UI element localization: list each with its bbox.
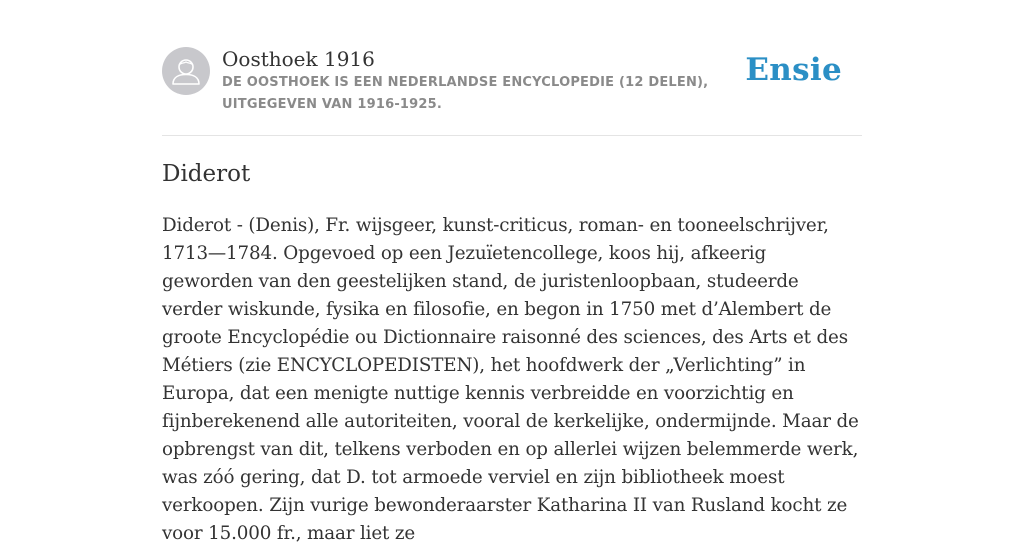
source-name[interactable]: Oosthoek 1916 <box>222 47 375 71</box>
source-avatar[interactable] <box>162 47 210 95</box>
source-description: DE OOSTHOEK IS EEN NEDERLANDSE ENCYCLOPEDIE (12 DELEN), UITGEGEVEN VAN 1916-1925. <box>222 75 709 112</box>
entry-title: Diderot <box>162 161 251 187</box>
entry-body: Diderot - (Denis), Fr. wijsgeer, kunst-criticus, roman- en tooneelschrijver, 1713—1784. Opgevoed op een Jezuïetencollege, koos hij, afkeerig geworden van den geestelijken stand, de juristenloopbaan, studeerde verder wiskunde, fysika en filosofie, en begon in 1750 met d’Alembert de groote Encyclopédie ou Dictionnaire raisonné des sciences, des Arts et des Métiers (zie ENCYCLOPEDISTEN), het hoofdwerk der „Verlichting” in Europa, dat een menigte nuttige kennis verbreidde en voorzichtig en fijnberekenend alle autoriteiten, vooral de kerkelijke, ondermijnde. Maar de opbrengst van dit, telkens verboden en op allerlei wijzen belemmerde werk, was zóó gering, dat D. tot armoede verviel en zijn bibliotheek moest verkoopen. Zijn vurige bewonderaarster Katharina II van Rusland kocht ze voor 15.000 fr., maar liet ze <box>162 215 859 544</box>
ensie-logo-link[interactable]: Ensie <box>745 52 842 88</box>
header-divider <box>162 135 862 136</box>
user-icon <box>162 47 210 95</box>
source-header <box>162 46 862 136</box>
